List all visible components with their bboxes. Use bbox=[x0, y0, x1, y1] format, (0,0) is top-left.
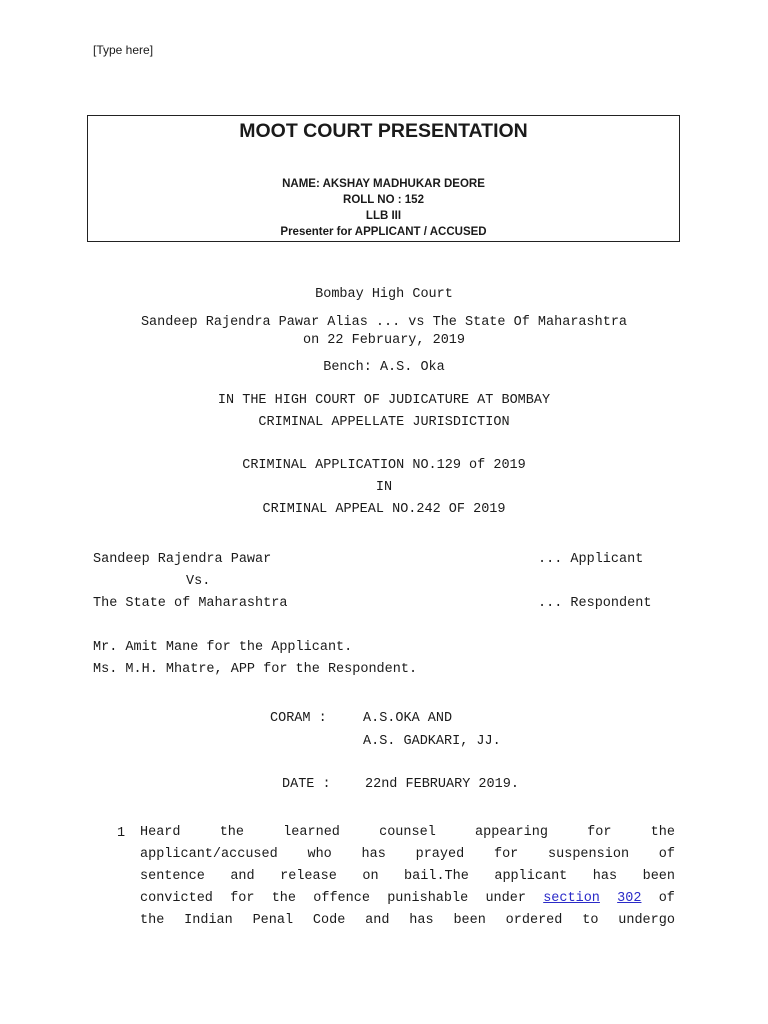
paragraph-word: for bbox=[493, 847, 519, 862]
paragraph-word: appearing bbox=[475, 825, 548, 840]
presenter-name: NAME: AKSHAY MADHUKAR DEORE bbox=[282, 178, 485, 190]
applicant-role: ... Applicant bbox=[538, 552, 644, 567]
case-title-line2: on 22 February, 2019 bbox=[302, 333, 466, 348]
applicant-counsel: Mr. Amit Mane for the Applicant. bbox=[93, 640, 353, 655]
paragraph-word: the bbox=[650, 825, 675, 840]
paragraph-line bbox=[140, 888, 675, 910]
roll-number: ROLL NO : 152 bbox=[343, 194, 424, 206]
paragraph-word: sentence bbox=[140, 869, 205, 884]
line4-word: under bbox=[485, 891, 526, 906]
line4-word: punishable bbox=[387, 891, 469, 906]
paragraph-word: Indian bbox=[184, 913, 233, 928]
paragraph-word: for bbox=[587, 825, 612, 840]
bench: Bench: A.S. Oka bbox=[323, 360, 445, 375]
paragraph-line bbox=[140, 822, 675, 844]
paragraph-word: prayed bbox=[415, 847, 465, 862]
coram-judge-1: A.S.OKA AND bbox=[363, 711, 453, 726]
title-box bbox=[87, 115, 680, 242]
header-placeholder: [Type here] bbox=[93, 43, 154, 57]
respondent-counsel: Ms. M.H. Mhatre, APP for the Respondent. bbox=[93, 662, 418, 677]
paragraph-word: of bbox=[658, 847, 675, 862]
jurisdiction: CRIMINAL APPELLATE JURISDICTION bbox=[258, 415, 510, 430]
line4-word: convicted bbox=[140, 891, 213, 906]
paragraph-word: been bbox=[642, 869, 675, 884]
coram-judge-2: A.S. GADKARI, JJ. bbox=[363, 734, 501, 749]
paragraph-word: and bbox=[230, 869, 255, 884]
paragraph-word: the bbox=[219, 825, 245, 840]
date-label: DATE : bbox=[282, 777, 331, 792]
paragraph-line bbox=[140, 910, 675, 932]
in-label: IN bbox=[375, 480, 393, 495]
application-number: CRIMINAL APPLICATION NO.129 of 2019 bbox=[242, 458, 526, 473]
applicant-name: Sandeep Rajendra Pawar bbox=[93, 552, 272, 567]
paragraph-word: been bbox=[453, 913, 486, 928]
paragraph-word: who bbox=[307, 847, 332, 862]
paragraph-word: Heard bbox=[140, 825, 181, 840]
paragraph-word: on bbox=[362, 869, 379, 884]
paragraph-word: to bbox=[582, 913, 599, 928]
paragraph-word: bail.The bbox=[404, 869, 469, 884]
paragraph-word: and bbox=[365, 913, 390, 928]
section-link[interactable]: section bbox=[543, 891, 600, 906]
paragraph-word: applicant/accused bbox=[140, 847, 278, 862]
paragraph-word: counsel bbox=[379, 825, 436, 840]
presentation-title: MOOT COURT PRESENTATION bbox=[239, 120, 528, 142]
presenter-role: Presenter for APPLICANT / ACCUSED bbox=[280, 226, 487, 238]
respondent-role: ... Respondent bbox=[538, 596, 652, 611]
paragraph-word: undergo bbox=[618, 913, 675, 928]
paragraph-word: has bbox=[409, 913, 434, 928]
court-full-name: IN THE HIGH COURT OF JUDICATURE AT BOMBAY bbox=[217, 393, 551, 408]
paragraph-word: Code bbox=[312, 913, 346, 928]
paragraph-word: suspension bbox=[548, 847, 630, 862]
line4-word: of bbox=[658, 891, 675, 906]
line4-word: for bbox=[230, 891, 255, 906]
line4-word: offence bbox=[313, 891, 370, 906]
paragraph-word: the bbox=[140, 913, 165, 928]
paragraph-word: release bbox=[280, 869, 337, 884]
coram-label: CORAM : bbox=[270, 711, 327, 726]
paragraph-word: has bbox=[361, 847, 386, 862]
paragraph-word: applicant bbox=[494, 869, 568, 884]
paragraph-word: has bbox=[592, 869, 618, 884]
respondent-name: The State of Maharashtra bbox=[93, 596, 288, 611]
case-title-line1: Sandeep Rajendra Pawar Alias ... vs The State Of Maharashtra bbox=[140, 315, 628, 330]
versus: Vs. bbox=[186, 574, 211, 589]
line4-word: the bbox=[271, 891, 297, 906]
appeal-number: CRIMINAL APPEAL NO.242 OF 2019 bbox=[262, 502, 506, 517]
date-value: 22nd FEBRUARY 2019. bbox=[365, 777, 519, 792]
paragraph-word: Penal bbox=[252, 913, 294, 928]
course: LLB III bbox=[365, 210, 402, 222]
paragraph-word: learned bbox=[283, 825, 340, 840]
court-name: Bombay High Court bbox=[315, 287, 453, 302]
paragraph-line bbox=[140, 866, 675, 888]
paragraph-word: ordered bbox=[505, 913, 563, 928]
paragraph-line bbox=[140, 844, 675, 866]
section-302-link[interactable]: 302 bbox=[617, 891, 642, 906]
paragraph-body bbox=[140, 822, 675, 932]
paragraph-number: 1 bbox=[117, 826, 126, 841]
